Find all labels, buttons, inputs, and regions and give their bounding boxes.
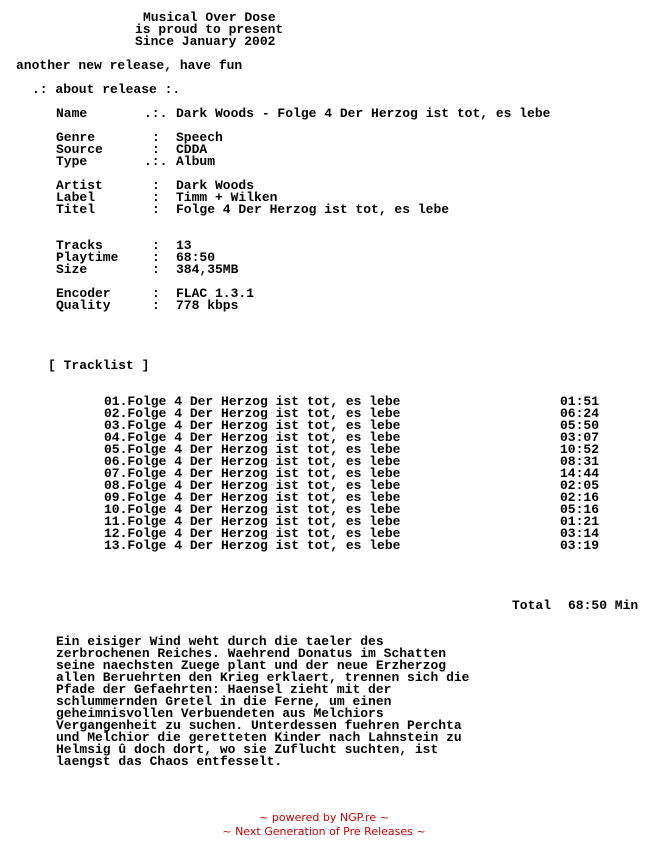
track-time: 02:16	[560, 490, 600, 505]
info-playtime-value: 68:50	[176, 250, 216, 265]
track-title: 02.Folge 4 Der Herzog ist tot, es lebe	[104, 406, 401, 421]
description-line: Pfade der Gefaehrten: Haensel zieht mit der	[56, 682, 392, 697]
info-name-value: Dark Woods - Folge 4 Der Herzog ist tot, es lebe	[176, 106, 551, 121]
track-time: 05:16	[560, 502, 600, 517]
info-name-sep: .:.	[144, 106, 168, 121]
description-line: Helmsig û doch dort, wo sie Zuflucht suchten, ist	[56, 742, 439, 757]
info-titel-sep: :	[152, 202, 160, 217]
track-title: 10.Folge 4 Der Herzog ist tot, es lebe	[104, 502, 401, 517]
description-line: schlummernden Gretel in die Ferne, um einen	[56, 694, 392, 709]
header-line-1: Musical Over Dose	[143, 10, 276, 25]
info-quality-label: Quality	[56, 298, 111, 313]
track-title: 03.Folge 4 Der Herzog ist tot, es lebe	[104, 418, 401, 433]
description-line: seine naechsten Zuege plant und der neue Erzherzog	[56, 658, 447, 673]
description-line: laengst das Chaos entfesselt.	[56, 754, 283, 769]
track-time: 14:44	[560, 466, 600, 481]
info-size-value: 384,35MB	[176, 262, 239, 277]
track-title: 08.Folge 4 Der Herzog ist tot, es lebe	[104, 478, 401, 493]
track-time: 03:14	[560, 526, 600, 541]
tracklist-heading: [ Tracklist ]	[48, 358, 150, 373]
info-tracks-label: Tracks	[56, 238, 103, 253]
intro-text: another new release, have fun	[16, 58, 243, 73]
info-artist-value: Dark Woods	[176, 178, 255, 193]
track-time: 03:07	[560, 430, 600, 445]
header-line-2: is proud to present	[135, 22, 284, 37]
info-genre-sep: :	[152, 130, 160, 145]
header-line-3: Since January 2002	[135, 34, 276, 49]
description-line: und Melchior die geretteten Kinder nach Lahnstein zu	[56, 730, 462, 745]
track-time: 10:52	[560, 442, 600, 457]
info-quality-value: 778 kbps	[176, 298, 239, 313]
about-heading: .: about release :.	[32, 82, 181, 97]
description-line: zerbrochenen Reiches. Waehrend Donatus im Schatten	[56, 646, 447, 661]
info-quality-sep: :	[152, 298, 160, 313]
info-genre-label: Genre	[56, 130, 96, 145]
track-title: 12.Folge 4 Der Herzog ist tot, es lebe	[104, 526, 401, 541]
footer-tagline: ~ Next Generation of Pre Releases ~	[222, 825, 426, 838]
info-label-label: Label	[56, 190, 96, 205]
description-line: allen Beruehrten den Krieg erklaert, trennen sich die	[56, 670, 470, 685]
description-line: geheimnisvollen Verbuendeten aus Melchiors	[56, 706, 384, 721]
track-time: 08:31	[560, 454, 600, 469]
info-name-label: Name	[56, 106, 88, 121]
track-time: 06:24	[560, 406, 600, 421]
track-title: 13.Folge 4 Der Herzog ist tot, es lebe	[104, 538, 401, 553]
info-encoder-sep: :	[152, 286, 160, 301]
info-source-sep: :	[152, 142, 160, 157]
info-titel-label: Titel	[56, 202, 96, 217]
total-label: Total	[512, 598, 552, 613]
info-playtime-sep: :	[152, 250, 160, 265]
track-title: 06.Folge 4 Der Herzog ist tot, es lebe	[104, 454, 401, 469]
info-source-label: Source	[56, 142, 103, 157]
info-source-value: CDDA	[176, 142, 208, 157]
info-genre-value: Speech	[176, 130, 223, 145]
info-label-value: Timm + Wilken	[176, 190, 278, 205]
info-tracks-value: 13	[176, 238, 192, 253]
track-title: 04.Folge 4 Der Herzog ist tot, es lebe	[104, 430, 401, 445]
footer-powered-by: ~ powered by NGP.re ~	[259, 811, 389, 824]
info-type-sep: .:.	[144, 154, 168, 169]
track-title: 11.Folge 4 Der Herzog ist tot, es lebe	[104, 514, 401, 529]
info-titel-value: Folge 4 Der Herzog ist tot, es lebe	[176, 202, 450, 217]
description-line: Vergangenheit zu suchen. Unterdessen fuehren Perchta	[56, 718, 462, 733]
total-value: 68:50 Min	[568, 598, 639, 613]
track-time: 03:19	[560, 538, 600, 553]
description-line: Ein eisiger Wind weht durch die taeler des	[56, 634, 384, 649]
info-artist-sep: :	[152, 178, 160, 193]
track-title: 05.Folge 4 Der Herzog ist tot, es lebe	[104, 442, 401, 457]
info-size-label: Size	[56, 262, 88, 277]
info-tracks-sep: :	[152, 238, 160, 253]
track-title: 09.Folge 4 Der Herzog ist tot, es lebe	[104, 490, 401, 505]
info-size-sep: :	[152, 262, 160, 277]
track-time: 05:50	[560, 418, 600, 433]
track-time: 01:21	[560, 514, 600, 529]
info-encoder-label: Encoder	[56, 286, 111, 301]
track-title: 01.Folge 4 Der Herzog ist tot, es lebe	[104, 394, 401, 409]
track-time: 02:05	[560, 478, 600, 493]
info-label-sep: :	[152, 190, 160, 205]
info-encoder-value: FLAC 1.3.1	[176, 286, 255, 301]
info-type-label: Type	[56, 154, 88, 169]
info-type-value: Album	[176, 154, 216, 169]
track-time: 01:51	[560, 394, 600, 409]
info-playtime-label: Playtime	[56, 250, 119, 265]
info-artist-label: Artist	[56, 178, 103, 193]
track-title: 07.Folge 4 Der Herzog ist tot, es lebe	[104, 466, 401, 481]
